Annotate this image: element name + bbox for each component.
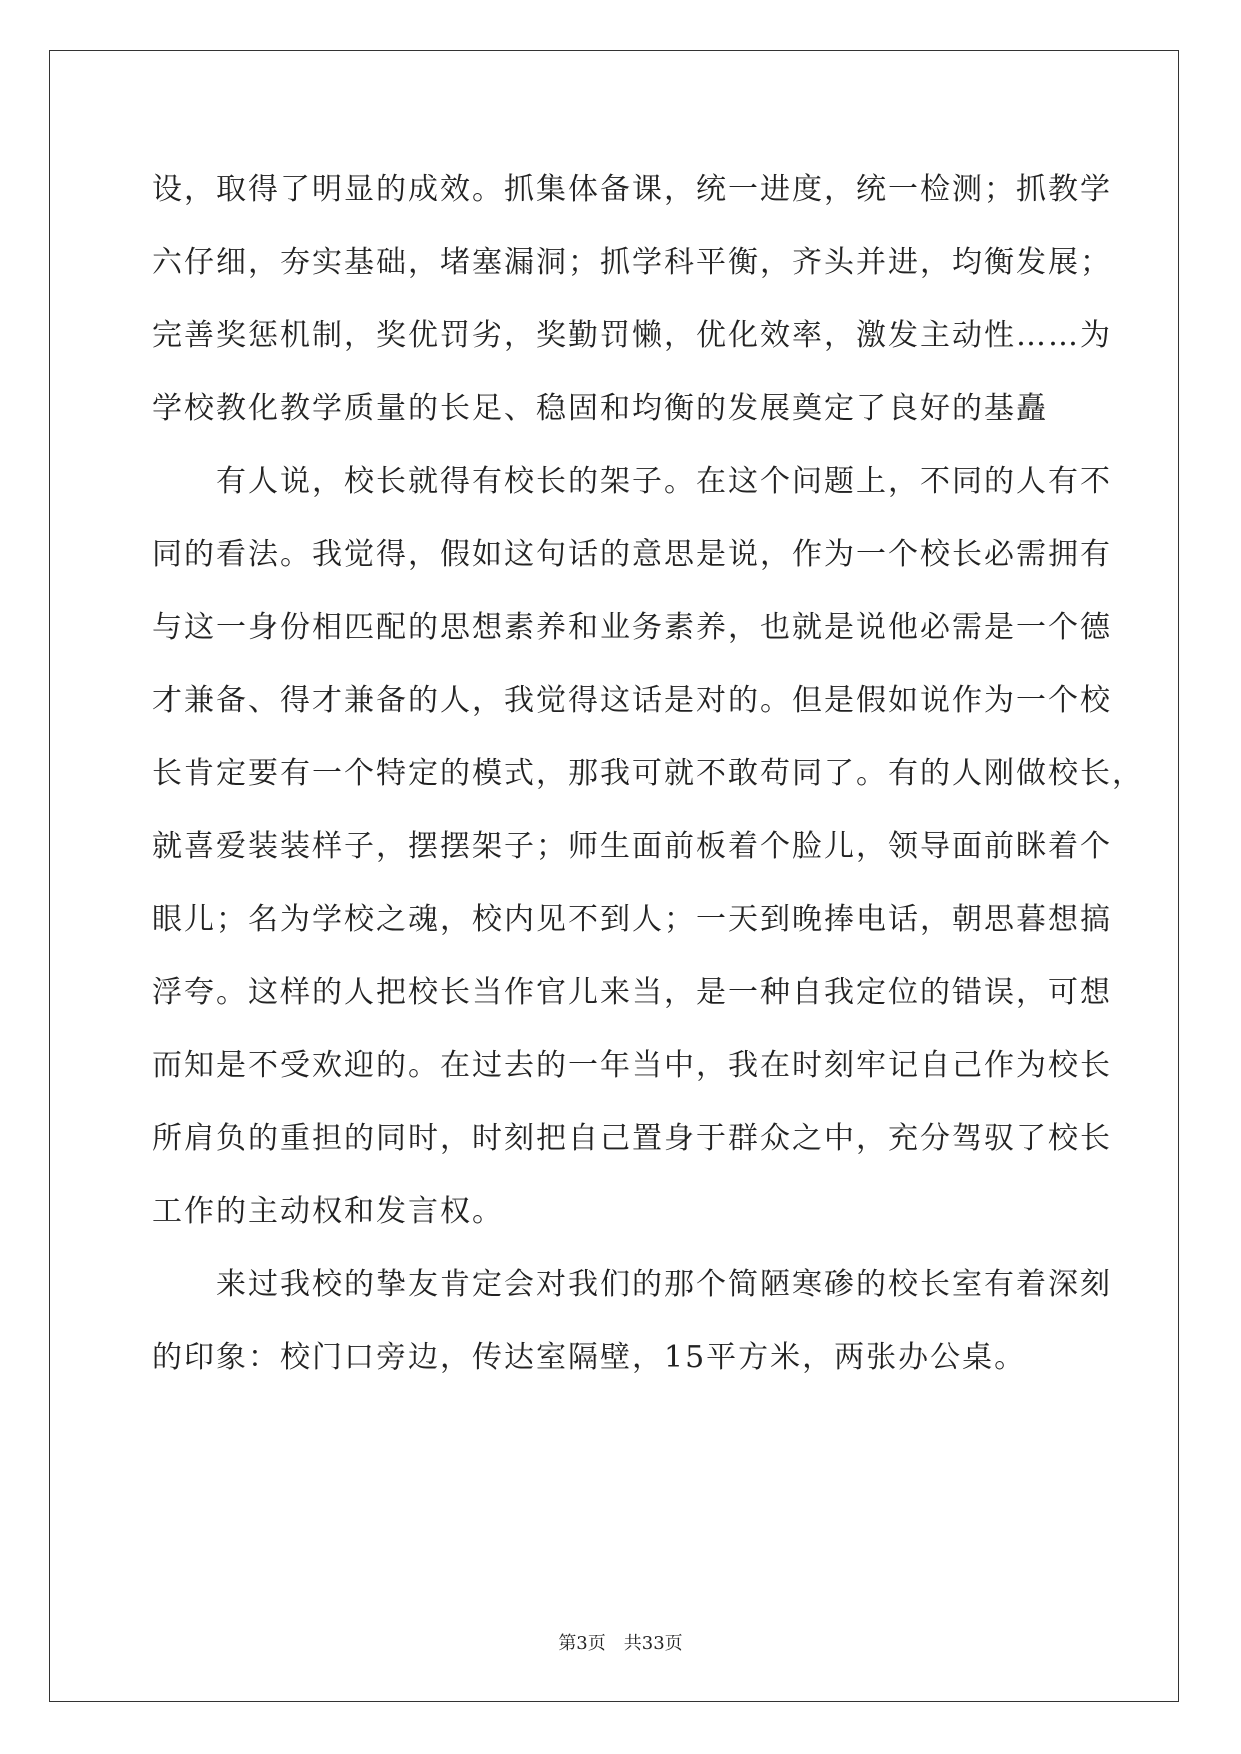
body-text-line: 眼儿；名为学校之魂，校内见不到人；一天到晚捧电话，朝思暮想搞 <box>152 902 1112 937</box>
body-text-line: 有人说，校长就得有校长的架子。在这个问题上，不同的人有不 <box>152 464 1112 499</box>
body-text-line: 而知是不受欢迎的。在过去的一年当中，我在时刻牢记自己作为校长 <box>152 1048 1112 1083</box>
body-text-line: 的印象：校门口旁边，传达室隔壁，15平方米，两张办公桌。 <box>152 1340 1027 1375</box>
body-text-line: 学校教化教学质量的长足、稳固和均衡的发展奠定了良好的基矗 <box>152 391 1048 426</box>
page-number-label: 第3页 共33页 <box>558 1633 683 1654</box>
body-text-line: 浮夸。这样的人把校长当作官儿来当，是一种自我定位的错误，可想 <box>152 975 1112 1010</box>
body-text-line: 设，取得了明显的成效。抓集体备课，统一进度，统一检测；抓教学 <box>152 172 1112 207</box>
body-text-line: 完善奖惩机制，奖优罚劣，奖勤罚懒，优化效率，激发主动性……为 <box>152 318 1112 353</box>
page-border <box>49 50 1179 1702</box>
body-text-line: 六仔细，夯实基础，堵塞漏洞；抓学科平衡，齐头并进，均衡发展； <box>152 245 1112 280</box>
body-text-line: 所肩负的重担的同时，时刻把自己置身于群众之中，充分驾驭了校长 <box>152 1121 1112 1156</box>
body-text-line: 就喜爱装装样子，摆摆架子；师生面前板着个脸儿，领导面前眯着个 <box>152 829 1112 864</box>
page-footer <box>0 1632 1241 1656</box>
body-text-line: 来过我校的挚友肯定会对我们的那个简陋寒碜的校长室有着深刻 <box>152 1267 1112 1302</box>
body-text-line: 与这一身份相匹配的思想素养和业务素养，也就是说他必需是一个德 <box>152 610 1112 645</box>
body-text-line: 同的看法。我觉得，假如这句话的意思是说，作为一个校长必需拥有 <box>152 537 1112 572</box>
body-text-line: 工作的主动权和发言权。 <box>152 1194 504 1229</box>
body-text-line: 长肯定要有一个特定的模式，那我可就不敢苟同了。有的人刚做校长， <box>152 756 1144 791</box>
body-text-line: 才兼备、得才兼备的人，我觉得这话是对的。但是假如说作为一个校 <box>152 683 1112 718</box>
